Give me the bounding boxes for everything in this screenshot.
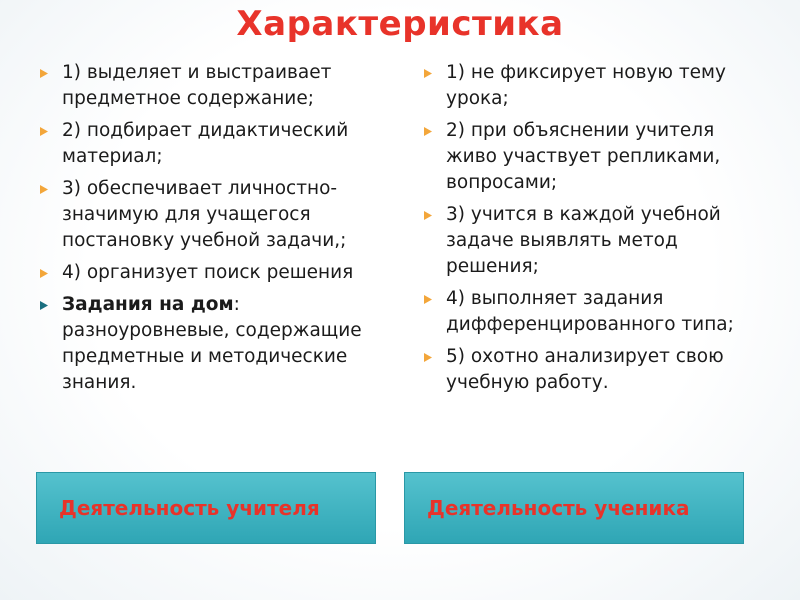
triangle-bullet-icon <box>424 69 432 78</box>
teacher-item-text: 3) обеспечивает личностно-значимую для учащегося постановку учебной задачи,; <box>62 178 347 251</box>
student-item-5 <box>420 344 770 396</box>
teacher-footer-bar <box>36 472 376 544</box>
triangle-bullet-icon <box>424 211 432 220</box>
triangle-bullet-icon <box>40 269 48 278</box>
student-item-text: 2) при объяснении учителя живо участвует репликами, вопросами; <box>446 120 721 193</box>
student-footer-bar <box>404 472 744 544</box>
student-item-text: 5) охотно анализирует свою учебную работу. <box>446 346 724 393</box>
triangle-bullet-icon <box>40 127 48 136</box>
teacher-column <box>36 60 396 402</box>
student-item-4 <box>420 286 770 338</box>
teacher-list <box>36 60 396 396</box>
triangle-bullet-icon <box>40 185 48 194</box>
student-item-text: 1) не фиксирует новую тему урока; <box>446 62 726 109</box>
student-footer-label: Деятельность ученика <box>427 496 690 520</box>
homework-label: Задания на дом <box>62 294 234 315</box>
triangle-bullet-icon <box>424 353 432 362</box>
triangle-bullet-icon <box>40 69 48 78</box>
student-list <box>420 60 770 396</box>
teacher-item-2 <box>36 118 396 170</box>
teacher-item-text: 4) организует поиск решения <box>62 262 354 283</box>
triangle-bullet-icon <box>424 127 432 136</box>
homework-text: : разноуровневые, содержащие предметные и методические знания. <box>62 294 362 393</box>
teacher-footer-label: Деятельность учителя <box>59 496 320 520</box>
student-item-2 <box>420 118 770 196</box>
slide-title: Характеристика <box>236 4 564 44</box>
student-item-text: 3) учится в каждой учебной задаче выявлять метод решения; <box>446 204 721 277</box>
teacher-item-1 <box>36 60 396 112</box>
teacher-item-4 <box>36 260 396 286</box>
triangle-bullet-icon <box>40 301 48 310</box>
teacher-item-text: 1) выделяет и выстраивает предметное содержание; <box>62 62 332 109</box>
triangle-bullet-icon <box>424 295 432 304</box>
student-item-1 <box>420 60 770 112</box>
teacher-item-3 <box>36 176 396 254</box>
teacher-homework-item <box>36 292 396 396</box>
student-column <box>420 60 770 402</box>
teacher-item-text: 2) подбирает дидактический материал; <box>62 120 349 167</box>
student-item-3 <box>420 202 770 280</box>
student-item-text: 4) выполняет задания дифференцированного типа; <box>446 288 734 335</box>
